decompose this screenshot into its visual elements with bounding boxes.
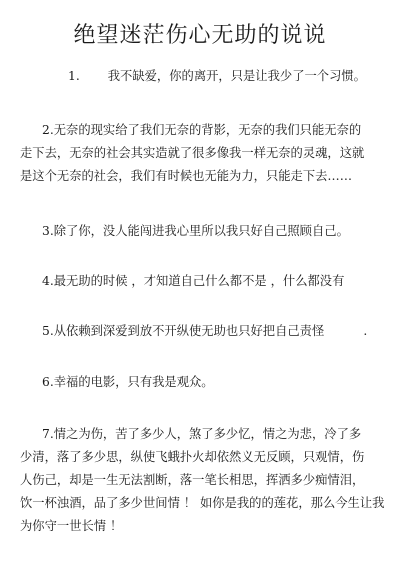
item-7-text-1: 情之为伤，苦了多少人，煞了多少忆，情之为悲，冷了多 (53, 427, 362, 441)
item-4-number: 4. (42, 274, 54, 288)
item-2-line-2: 走下去，无奈的社会其实造就了很多像我一样无奈的灵魂，这就 (20, 146, 365, 160)
list-item-5 (20, 320, 380, 343)
item-3-number: 3. (42, 224, 54, 238)
item-2-line-1 (20, 119, 380, 142)
list-item-6 (20, 371, 380, 394)
item-7-line-1 (20, 423, 380, 446)
list-item-7 (20, 423, 385, 538)
item-2-line-3: 是这个无奈的社会，我们有时候也无能为力，只能走下去…… (20, 169, 353, 183)
item-1-text: 我不缺爱，你的离开，只是让我少了一个习惯。 (107, 69, 366, 83)
item-4-text: 最无助的时候 ，才知道自己什么都不是 ，什么都没有 (53, 274, 345, 288)
item-7-line-4: 饮一杯浊酒，品了多少世间情 ！ 如你是我的的莲花，那么今生让我 (20, 496, 385, 510)
item-7-line-3: 人伤己，却是一生无法割断，落一笔长相思，挥洒多少痴情泪， (20, 473, 365, 487)
item-2-text-1: 无奈的现实给了我们无奈的背影，无奈的我们只能无奈的 (53, 123, 362, 137)
item-7-number: 7. (42, 427, 54, 441)
item-7-line-2: 少清，落了多少思，纵使飞蛾扑火却依然义无反顾，只观情，伤 (20, 450, 365, 464)
item-1-line-1 (20, 65, 380, 88)
list-item-3 (20, 220, 380, 243)
item-6-text: 幸福的电影，只有我是观众。 (53, 375, 214, 389)
item-3-text: 除了你，没人能闯进我心里所以我只好自己照顾自己。 (53, 224, 349, 238)
list-item-4 (20, 270, 380, 293)
item-1-number: 1. (68, 69, 80, 83)
item-6-number: 6. (42, 375, 54, 389)
item-7-line-5: 为你守一世长情 ！ (20, 519, 123, 533)
item-5-text: 从依赖到深爱到放不开纵使无助也只好把自己责怪 . (53, 324, 368, 338)
item-5-number: 5. (42, 324, 54, 338)
page-title: 绝望迷茫伤心无助的说说 (73, 23, 327, 48)
list-item-1 (20, 65, 380, 88)
item-5-line-1 (20, 320, 380, 343)
list-item-2 (20, 119, 380, 188)
item-6-line-1 (20, 371, 380, 394)
item-4-line-1 (20, 270, 380, 293)
item-2-number: 2. (42, 123, 54, 137)
item-3-line-1 (20, 220, 380, 243)
